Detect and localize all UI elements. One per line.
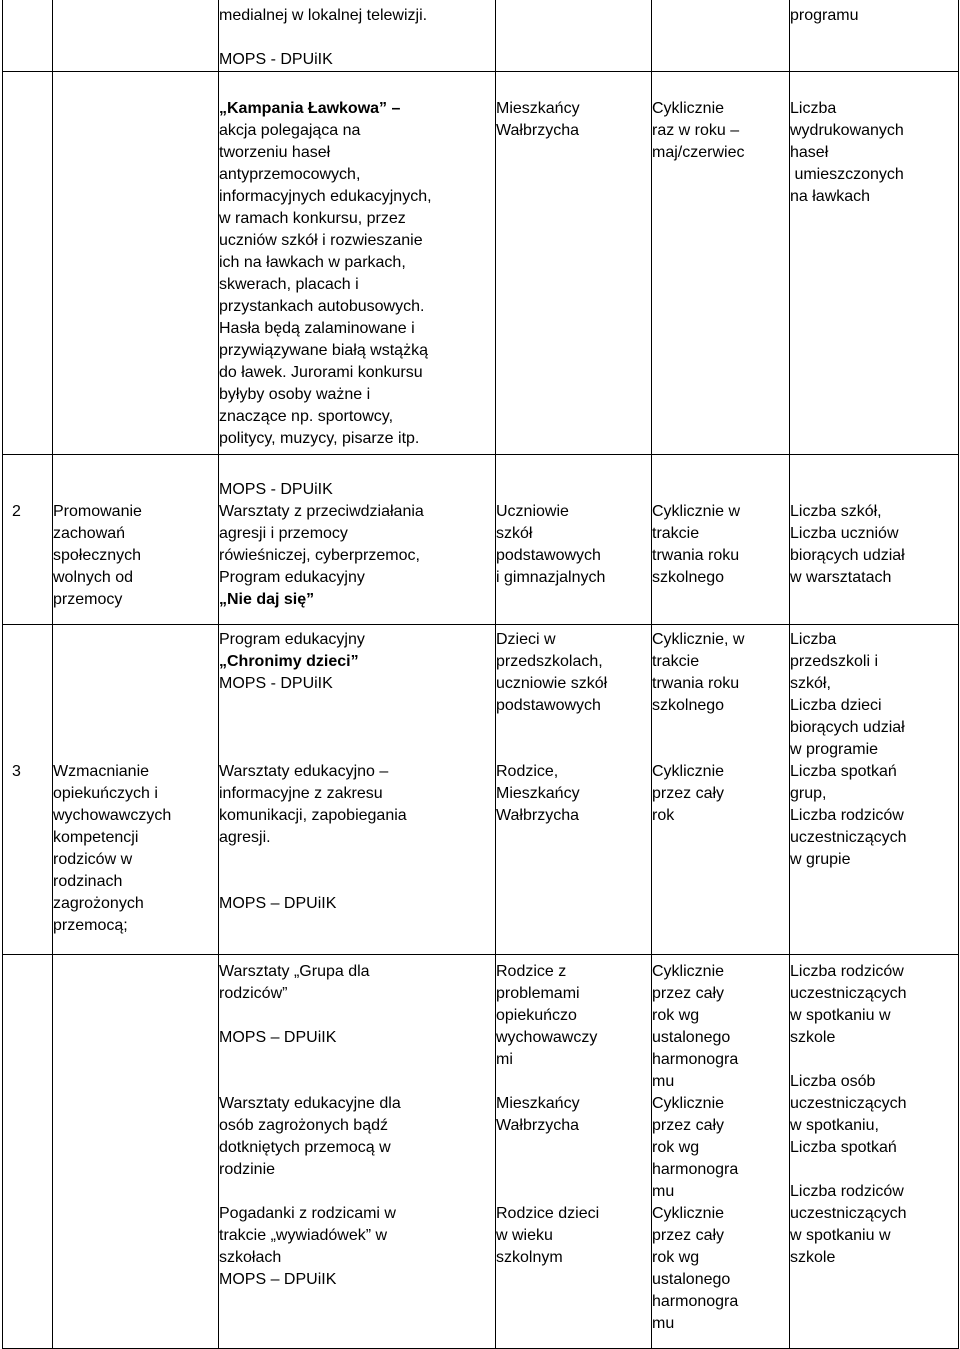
- row-number: 2: [12, 503, 21, 520]
- cell-target: Rodzice z problemami opiekuńczo wychowawczy mi Mieszkańcy Wałbrzycha Rodzice dzieci w wieku szkolnym: [496, 955, 652, 1349]
- cell-number: [3, 625, 53, 955]
- cell-goal: Wzmacnianie opiekuńczych i wychowawczych kompetencji rodziców w rodzinach zagrożonych przemocą;: [53, 625, 219, 955]
- table-row: [3, 955, 959, 1349]
- indicator-text: programu: [790, 7, 859, 24]
- cell-indicator: Liczba szkół, Liczba uczniów biorących udział w warsztatach: [790, 455, 959, 625]
- cell-timing: [652, 0, 790, 72]
- cell-number: [3, 0, 53, 72]
- cell-goal: [53, 0, 219, 72]
- cell-activity: Warsztaty „Grupa dla rodziców” MOPS – DPUiIK Warsztaty edukacyjne dla osób zagrożonych bądź dotkniętych przemocą w rodzinie Pogadanki z rodzicami w trakcie „wywiadówek” w szkołach MOPS – DPUiIK: [219, 955, 496, 1349]
- activity-text: medialnej w lokalnej telewizji.: [219, 7, 428, 24]
- row-number: 3: [12, 763, 21, 780]
- cell-target: Mieszkańcy Wałbrzycha: [496, 72, 652, 455]
- table-row: [3, 625, 959, 955]
- cell-indicator: Liczba wydrukowanych haseł umieszczonych na ławkach: [790, 72, 959, 455]
- table-row: [3, 72, 959, 455]
- activity-title: „Kampania Ławkowa” –: [219, 100, 401, 117]
- cell-target: Dzieci w przedszkolach, uczniowie szkół podstawowych Rodzice, Mieszkańcy Wałbrzycha: [496, 625, 652, 955]
- activity-title: „Chronimy dzieci”: [219, 653, 359, 670]
- cell-goal: Promowanie zachowań społecznych wolnych od przemocy: [53, 455, 219, 625]
- activity-title: „Nie daj się”: [219, 591, 315, 608]
- cell-goal: [53, 72, 219, 455]
- cell-activity: Program edukacyjny „Chronimy dzieci” MOPS - DPUiIK Warsztaty edukacyjno – informacyjne z zakresu komunikacji, zapobiegania agresji. MOPS – DPUiIK: [219, 625, 496, 955]
- cell-indicator: Liczba rodziców uczestniczących w spotkaniu w szkole Liczba osób uczestniczących w spotkaniu, Liczba spotkań Liczba rodziców uczestniczących w spotkaniu w szkole: [790, 955, 959, 1349]
- cell-timing: Cyklicznie w trakcie trwania roku szkolnego: [652, 455, 790, 625]
- cell-indicator: [790, 0, 959, 72]
- activity-text: MOPS - DPUiIK: [219, 51, 333, 68]
- cell-activity: MOPS - DPUiIK Warsztaty z przeciwdziałania agresji i przemocy rówieśniczej, cyberprzemoc, Program edukacyjny „Nie daj się”: [219, 455, 496, 625]
- cell-number: [3, 955, 53, 1349]
- cell-number: [3, 72, 53, 455]
- cell-timing: Cyklicznie przez cały rok wg ustalonego harmonogra mu Cyklicznie przez cały rok wg harmonogra mu Cyklicznie przez cały rok wg ustalonego harmonogra mu: [652, 955, 790, 1349]
- cell-target: Uczniowie szkół podstawowych i gimnazjalnych: [496, 455, 652, 625]
- cell-timing: Cyklicznie, w trakcie trwania roku szkolnego Cyklicznie przez cały rok: [652, 625, 790, 955]
- table-row: [3, 0, 959, 72]
- cell-timing: Cyklicznie raz w roku – maj/czerwiec: [652, 72, 790, 455]
- cell-indicator: Liczba przedszkoli i szkół, Liczba dzieci biorących udział w programie Liczba spotkań grup, Liczba rodziców uczestniczących w grupie: [790, 625, 959, 955]
- cell-target: [496, 0, 652, 72]
- plan-table: [2, 0, 959, 1349]
- cell-activity: [219, 0, 496, 72]
- cell-goal: [53, 955, 219, 1349]
- cell-activity: „Kampania Ławkowa” – akcja polegająca na tworzeniu haseł antyprzemocowych, informacyjnych edukacyjnych, w ramach konkursu, przez uczniów szkół i rozwieszanie ich na ławkach w parkach, skwerach, placach i przystankach autobusowych. Hasła będą zalaminowane i przywiązywane białą wstążką do ławek. Jurorami konkursu byłyby osoby ważne i znaczące np. sportowcy, politycy, muzycy, pisarze itp.: [219, 72, 496, 455]
- cell-number: [3, 455, 53, 625]
- table-row: [3, 455, 959, 625]
